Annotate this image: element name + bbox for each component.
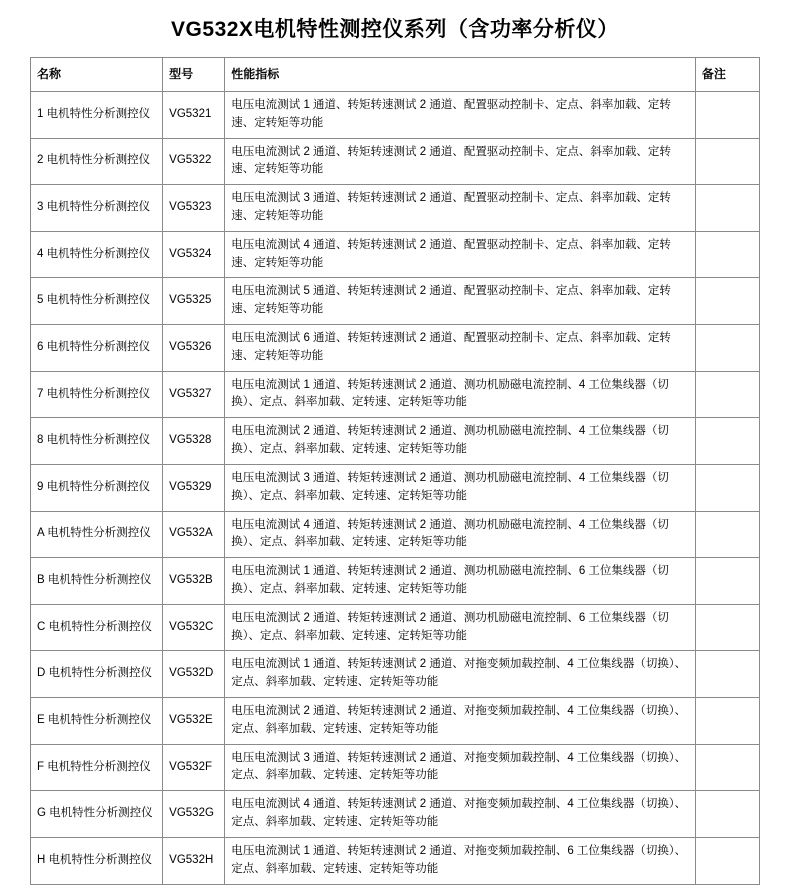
table-row	[31, 698, 760, 745]
table-row	[31, 744, 760, 791]
cell-model: VG5325	[163, 278, 225, 325]
cell-name: 7 电机特性分析测控仪	[31, 371, 163, 418]
cell-name: E 电机特性分析测控仪	[31, 698, 163, 745]
cell-model: VG5326	[163, 325, 225, 372]
table-row	[31, 185, 760, 232]
table-row	[31, 511, 760, 558]
table-row	[31, 464, 760, 511]
table-row	[31, 325, 760, 372]
table-row	[31, 138, 760, 185]
cell-name: A 电机特性分析测控仪	[31, 511, 163, 558]
cell-name: 6 电机特性分析测控仪	[31, 325, 163, 372]
cell-remark	[695, 604, 759, 651]
cell-remark	[695, 744, 759, 791]
cell-model: VG5327	[163, 371, 225, 418]
cell-name: F 电机特性分析测控仪	[31, 744, 163, 791]
cell-name: 4 电机特性分析测控仪	[31, 231, 163, 278]
cell-remark	[695, 651, 759, 698]
cell-spec: 电压电流测试 3 通道、转矩转速测试 2 通道、配置驱动控制卡、定点、斜率加载、定转速、定转矩等功能	[225, 185, 696, 232]
cell-remark	[695, 91, 759, 138]
cell-model: VG532F	[163, 744, 225, 791]
table-row	[31, 278, 760, 325]
column-header-remark: 备注	[695, 58, 759, 92]
cell-spec: 电压电流测试 6 通道、转矩转速测试 2 通道、配置驱动控制卡、定点、斜率加载、定转速、定转矩等功能	[225, 325, 696, 372]
table-body	[31, 91, 760, 884]
cell-name: 2 电机特性分析测控仪	[31, 138, 163, 185]
product-spec-table	[30, 57, 760, 884]
cell-remark	[695, 138, 759, 185]
cell-name: 8 电机特性分析测控仪	[31, 418, 163, 465]
cell-remark	[695, 185, 759, 232]
cell-model: VG532B	[163, 558, 225, 605]
cell-spec: 电压电流测试 2 通道、转矩转速测试 2 通道、测功机励磁电流控制、6 工位集线器（切换）、定点、斜率加载、定转速、定转矩等功能	[225, 604, 696, 651]
cell-model: VG5323	[163, 185, 225, 232]
cell-remark	[695, 791, 759, 838]
cell-model: VG532G	[163, 791, 225, 838]
cell-name: 1 电机特性分析测控仪	[31, 91, 163, 138]
cell-remark	[695, 464, 759, 511]
cell-remark	[695, 511, 759, 558]
cell-spec: 电压电流测试 1 通道、转矩转速测试 2 通道、测功机励磁电流控制、6 工位集线器（切换）、定点、斜率加载、定转速、定转矩等功能	[225, 558, 696, 605]
cell-model: VG5329	[163, 464, 225, 511]
cell-remark	[695, 418, 759, 465]
column-header-model: 型号	[163, 58, 225, 92]
cell-name: 3 电机特性分析测控仪	[31, 185, 163, 232]
cell-name: 9 电机特性分析测控仪	[31, 464, 163, 511]
page-title: VG532X电机特性测控仪系列（含功率分析仪）	[171, 18, 619, 41]
cell-spec: 电压电流测试 1 通道、转矩转速测试 2 通道、配置驱动控制卡、定点、斜率加载、定转速、定转矩等功能	[225, 91, 696, 138]
table-row	[31, 418, 760, 465]
cell-model: VG5328	[163, 418, 225, 465]
table-row	[31, 231, 760, 278]
cell-spec: 电压电流测试 2 通道、转矩转速测试 2 通道、配置驱动控制卡、定点、斜率加载、定转速、定转矩等功能	[225, 138, 696, 185]
cell-model: VG5322	[163, 138, 225, 185]
cell-spec: 电压电流测试 1 通道、转矩转速测试 2 通道、测功机励磁电流控制、4 工位集线器（切换）、定点、斜率加载、定转速、定转矩等功能	[225, 371, 696, 418]
cell-remark	[695, 837, 759, 884]
cell-remark	[695, 231, 759, 278]
cell-model: VG5321	[163, 91, 225, 138]
cell-remark	[695, 698, 759, 745]
column-header-spec: 性能指标	[225, 58, 696, 92]
cell-spec: 电压电流测试 4 通道、转矩转速测试 2 通道、配置驱动控制卡、定点、斜率加载、定转速、定转矩等功能	[225, 231, 696, 278]
cell-spec: 电压电流测试 3 通道、转矩转速测试 2 通道、测功机励磁电流控制、4 工位集线器（切换）、定点、斜率加载、定转速、定转矩等功能	[225, 464, 696, 511]
table-row	[31, 837, 760, 884]
table-row	[31, 558, 760, 605]
cell-model: VG532D	[163, 651, 225, 698]
cell-model: VG532E	[163, 698, 225, 745]
cell-model: VG5324	[163, 231, 225, 278]
cell-name: C 电机特性分析测控仪	[31, 604, 163, 651]
cell-spec: 电压电流测试 1 通道、转矩转速测试 2 通道、对拖变频加载控制、4 工位集线器（切换）、定点、斜率加载、定转速、定转矩等功能	[225, 651, 696, 698]
cell-remark	[695, 371, 759, 418]
cell-spec: 电压电流测试 2 通道、转矩转速测试 2 通道、对拖变频加载控制、4 工位集线器（切换）、定点、斜率加载、定转速、定转矩等功能	[225, 698, 696, 745]
cell-model: VG532H	[163, 837, 225, 884]
cell-spec: 电压电流测试 2 通道、转矩转速测试 2 通道、测功机励磁电流控制、4 工位集线器（切换）、定点、斜率加载、定转速、定转矩等功能	[225, 418, 696, 465]
cell-model: VG532A	[163, 511, 225, 558]
cell-name: D 电机特性分析测控仪	[31, 651, 163, 698]
cell-remark	[695, 325, 759, 372]
table-row	[31, 791, 760, 838]
cell-name: G 电机特性分析测控仪	[31, 791, 163, 838]
document-page	[0, 16, 790, 885]
cell-spec: 电压电流测试 5 通道、转矩转速测试 2 通道、配置驱动控制卡、定点、斜率加载、定转速、定转矩等功能	[225, 278, 696, 325]
table-header-row	[31, 58, 760, 92]
cell-remark	[695, 558, 759, 605]
cell-spec: 电压电流测试 4 通道、转矩转速测试 2 通道、对拖变频加载控制、4 工位集线器（切换）、定点、斜率加载、定转速、定转矩等功能	[225, 791, 696, 838]
table-row	[31, 604, 760, 651]
cell-name: B 电机特性分析测控仪	[31, 558, 163, 605]
table-header	[31, 58, 760, 92]
cell-name: H 电机特性分析测控仪	[31, 837, 163, 884]
table-row	[31, 91, 760, 138]
table-row	[31, 371, 760, 418]
table-row	[31, 651, 760, 698]
column-header-name: 名称	[31, 58, 163, 92]
cell-name: 5 电机特性分析测控仪	[31, 278, 163, 325]
cell-remark	[695, 278, 759, 325]
cell-model: VG532C	[163, 604, 225, 651]
cell-spec: 电压电流测试 3 通道、转矩转速测试 2 通道、对拖变频加载控制、4 工位集线器（切换）、定点、斜率加载、定转速、定转矩等功能	[225, 744, 696, 791]
cell-spec: 电压电流测试 1 通道、转矩转速测试 2 通道、对拖变频加载控制、6 工位集线器（切换）、定点、斜率加载、定转速、定转矩等功能	[225, 837, 696, 884]
cell-spec: 电压电流测试 4 通道、转矩转速测试 2 通道、测功机励磁电流控制、4 工位集线器（切换）、定点、斜率加载、定转速、定转矩等功能	[225, 511, 696, 558]
